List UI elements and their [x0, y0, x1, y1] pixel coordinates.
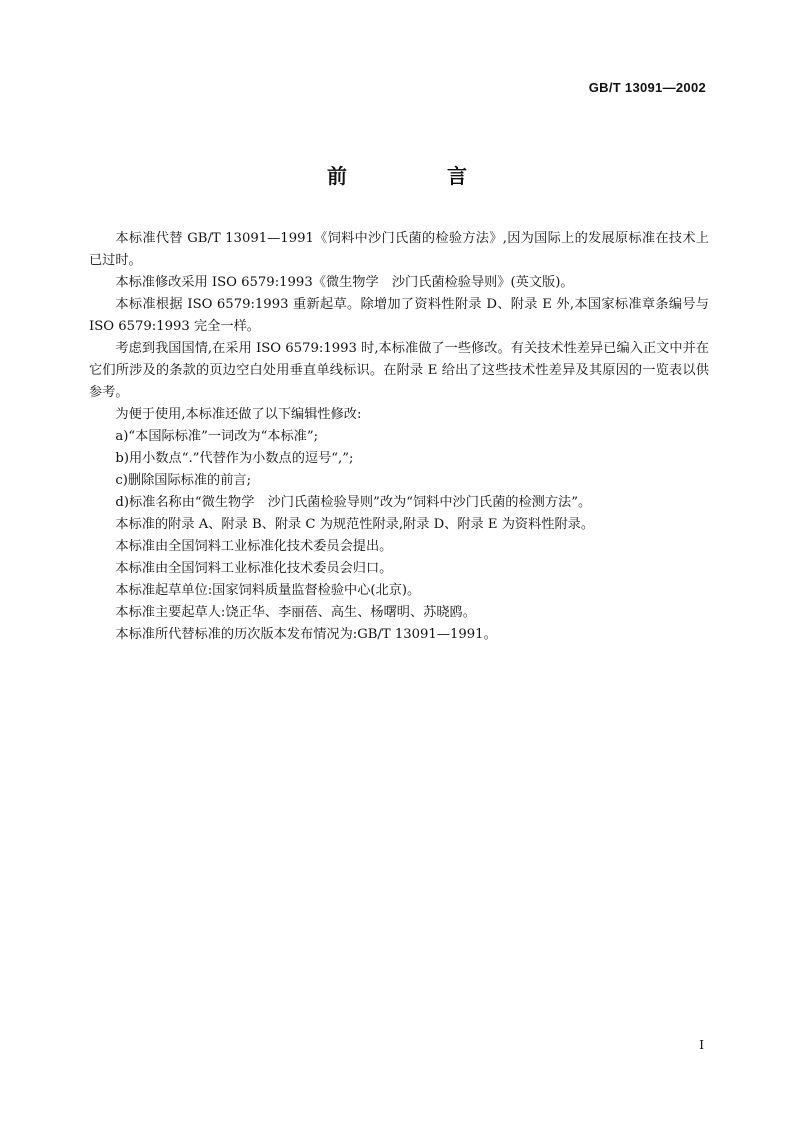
paragraph-replacement: 本标准代替 GB/T 13091—1991《饲料中沙门氏菌的检验方法》,因为国际上的发展原标准在技术上已过时。	[89, 231, 709, 268]
list-item-b: b)用小数点“.”代替作为小数点的逗号“,”;	[115, 451, 354, 466]
paragraph-drafting-basis: 本标准根据 ISO 6579:1993 重新起草。除增加了资料性附录 D、附录 E 外,本国家标准章条编号与 ISO 6579:1993 完全一样。	[89, 297, 709, 334]
paragraph-history: 本标准所代替标准的历次版本发布情况为:GB/T 13091—1991。	[115, 627, 497, 642]
page-title: 前 言	[327, 164, 507, 188]
paragraph-drafting-unit: 本标准起草单位:国家饲料质量监督检验中心(北京)。	[115, 583, 421, 598]
paragraph-drafters: 本标准主要起草人:饶正华、李丽蓓、高生、杨曙明、苏晓鸥。	[115, 605, 476, 620]
list-item-a: a)“本国际标准”一词改为“本标准”;	[115, 429, 319, 444]
paragraph-technical-differences: 考虑到我国国情,在采用 ISO 6579:1993 时,本标准做了一些修改。有关技术性差异已编入正文中并在它们所涉及的条款的页边空白处用垂直单线标识。在附录 E 给出了这些技术性差异及其原因的一览表以供参考。	[89, 341, 709, 400]
paragraph-adoption: 本标准修改采用 ISO 6579:1993《微生物学 沙门氏菌检验导则》(英文版)。	[115, 275, 574, 290]
paragraph-proposed-by: 本标准由全国饲料工业标准化技术委员会提出。	[115, 539, 393, 554]
paragraph-appendices: 本标准的附录 A、附录 B、附录 C 为规范性附录,附录 D、附录 E 为资料性附录。	[115, 517, 595, 532]
page-number: I	[699, 1038, 704, 1052]
preface-body	[89, 228, 709, 646]
standard-code: GB/T 13091—2002	[588, 80, 706, 95]
list-item-c: c)删除国际标准的前言;	[115, 473, 252, 488]
list-item-d: d)标准名称由“微生物学 沙门氏菌检验导则”改为“饲料中沙门氏菌的检测方法”。	[115, 495, 592, 510]
paragraph-editorial-intro: 为便于使用,本标准还做了以下编辑性修改:	[115, 407, 362, 422]
paragraph-managed-by: 本标准由全国饲料工业标准化技术委员会归口。	[115, 561, 393, 576]
